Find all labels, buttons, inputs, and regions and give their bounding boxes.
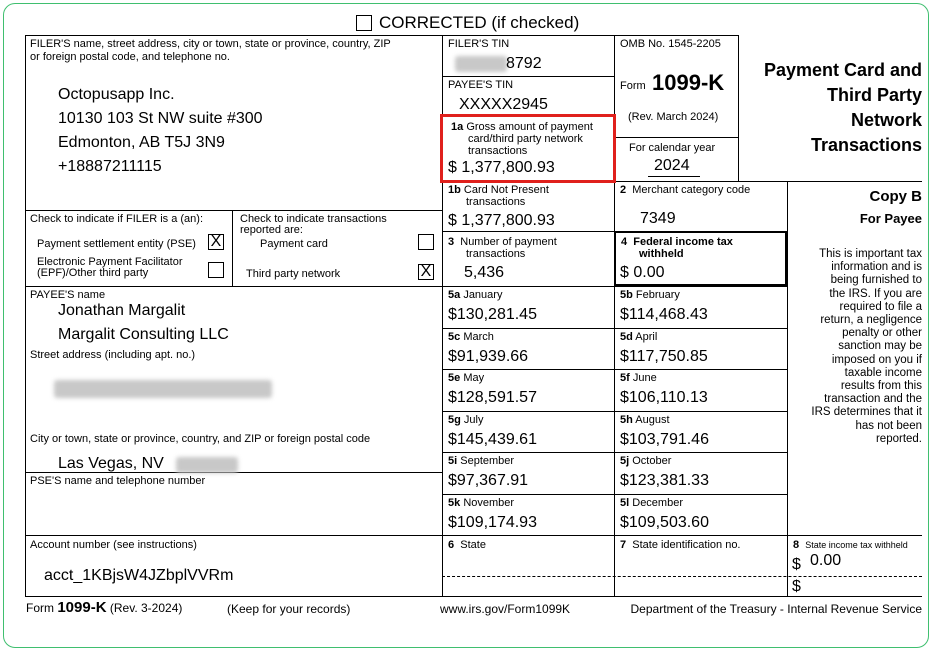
box1a-value: $ 1,377,800.93	[448, 159, 555, 176]
redacted-street	[54, 380, 272, 398]
notice-line: IRS determines that it	[811, 406, 922, 419]
footer-dept: Department of the Treasury - Internal Revenue Service	[630, 602, 922, 616]
filer-street: 10130 103 St NW suite #300	[58, 110, 263, 127]
box2-value: 7349	[640, 210, 676, 227]
account-label: Account number (see instructions)	[30, 539, 197, 551]
month-name: October	[632, 455, 672, 467]
filer-tin-label: FILER'S TIN	[448, 38, 510, 50]
month-name: November	[463, 497, 515, 509]
notice-line: required to file a	[839, 300, 922, 313]
col-divider-4	[787, 181, 788, 596]
box5i-label	[448, 456, 514, 467]
month-num: 5h	[620, 414, 633, 426]
box1a-label-2: card/third party network	[468, 133, 583, 145]
box1b-num: 1b	[448, 184, 461, 196]
calendar-year-value: 2024	[654, 157, 690, 174]
txn-type-label-2: reported are:	[240, 224, 303, 236]
box6-label	[448, 540, 486, 551]
month-num: 5c	[448, 331, 461, 343]
footer-form-name: 1099-K	[57, 599, 107, 616]
col-divider-3	[738, 35, 739, 181]
box5a-label	[448, 290, 502, 301]
box1b-label-1: Card Not Present	[463, 184, 549, 196]
box5b-value: $114,468.43	[620, 306, 708, 323]
third-party-network-checkbox[interactable]: X	[418, 264, 434, 280]
box8-value: 0.00	[810, 552, 842, 569]
box1b-value: $ 1,377,800.93	[448, 212, 555, 229]
month-name: January	[463, 289, 503, 301]
form-left-border	[25, 35, 26, 596]
form-name: 1099-K	[652, 70, 725, 95]
redacted-tin	[455, 56, 507, 72]
box5f-label	[620, 373, 657, 384]
form-revision: (Rev. March 2024)	[628, 111, 719, 123]
copy-notice	[811, 248, 922, 446]
box5j-value: $123,381.33	[620, 472, 709, 489]
box5f-value: $106,110.13	[620, 389, 708, 406]
box5c-label	[448, 332, 494, 343]
row-5k-top	[442, 494, 787, 495]
account-number: acct_1KBjsW4JZbplVVRm	[44, 567, 234, 584]
payee-tin-label: PAYEE'S TIN	[448, 79, 514, 91]
payee-name-label: PAYEE'S name	[30, 289, 106, 301]
notice-line: sanction may be	[838, 340, 922, 353]
row-5i-top	[442, 452, 787, 453]
box3-num: 3	[448, 236, 455, 248]
row-5e-top	[442, 369, 787, 370]
box5d-label	[620, 332, 657, 343]
epf-label-2: (EPF)/Other third party	[37, 267, 149, 279]
box5k-label	[448, 498, 514, 509]
box8-dollar-1: $	[792, 556, 801, 573]
box5e-value: $128,591.57	[448, 389, 537, 406]
box7-num: 7	[620, 539, 627, 551]
box5k-value: $109,174.93	[448, 514, 537, 531]
month-name: July	[463, 414, 484, 426]
payee-city: Las Vegas, NV	[58, 455, 164, 472]
month-num: 5f	[620, 372, 630, 384]
month-num: 5i	[448, 455, 458, 467]
filer-phone: +18887211115	[58, 158, 162, 175]
notice-line: results from this	[840, 380, 922, 393]
month-num: 5a	[448, 289, 461, 301]
box4-label	[621, 237, 733, 248]
box5c-value: $91,939.66	[448, 348, 529, 365]
pse-name-label: PSE'S name and telephone number	[30, 475, 206, 487]
account-divider	[25, 535, 922, 536]
month-num: 5k	[448, 497, 461, 509]
street-address-label: Street address (including apt. no.)	[30, 349, 196, 361]
pse-checkbox[interactable]: X	[208, 234, 224, 250]
notice-line: has not been	[855, 419, 922, 432]
box1a-label	[451, 122, 593, 133]
month-name: February	[635, 289, 680, 301]
omb-divider	[614, 137, 738, 138]
footer-form	[26, 600, 182, 616]
form-title	[764, 58, 922, 158]
box5l-value: $109,503.60	[620, 514, 709, 531]
row-5g-top	[442, 411, 787, 412]
title-line-4: Transactions	[810, 135, 922, 155]
month-num: 5b	[620, 289, 633, 301]
box1b-label-2: transactions	[466, 196, 526, 208]
box6-label-text: State	[460, 539, 486, 551]
corrected-label: CORRECTED (if checked)	[379, 13, 580, 32]
pse-label: Payment settlement entity (PSE)	[37, 238, 196, 250]
box7-label-text: State identification no.	[632, 539, 741, 551]
filer-label-2: or foreign postal code, and telephone no.	[30, 51, 230, 63]
month-num: 5e	[448, 372, 461, 384]
month-name: March	[463, 331, 494, 343]
row-5c-top	[442, 328, 787, 329]
box4-num: 4	[621, 236, 628, 248]
box2-num: 2	[620, 184, 627, 196]
epf-checkbox[interactable]	[208, 262, 224, 278]
box2-label	[620, 185, 750, 196]
month-num: 5d	[620, 331, 633, 343]
redacted-zip	[176, 457, 238, 473]
corrected-checkbox[interactable]	[356, 15, 372, 31]
box4-label-2: withheld	[639, 248, 684, 260]
box1a-label-1: Gross amount of payment	[466, 121, 593, 133]
form-top-border-right	[614, 35, 738, 36]
box3-value: 5,436	[464, 264, 505, 281]
box3-label-2: transactions	[466, 248, 526, 260]
year-underline	[648, 176, 700, 177]
filer-tin-value: 8792	[506, 55, 542, 72]
notice-line: reported.	[875, 432, 922, 445]
box5g-label	[448, 415, 483, 426]
box8-label-text: State income tax withheld	[805, 540, 908, 550]
txn-type-label-1: Check to indicate transactions	[240, 213, 387, 225]
box4-label-1: Federal income tax	[633, 236, 733, 248]
payee-name: Jonathan Margalit	[58, 302, 186, 319]
notice-line: imposed on you if	[831, 353, 922, 366]
payee-company: Margalit Consulting LLC	[58, 326, 229, 343]
box4-value: $ 0.00	[620, 264, 665, 281]
form-top-border	[25, 35, 614, 36]
third-party-network-label: Third party network	[246, 268, 341, 280]
box7-label	[620, 540, 741, 551]
box5j-label	[620, 456, 671, 467]
footer-rev: (Rev. 3-2024)	[109, 601, 183, 615]
month-name: September	[460, 455, 515, 467]
notice-line: information and is	[831, 261, 922, 274]
payee-tin-value: XXXXX2945	[459, 96, 548, 113]
form-prefix: Form	[620, 80, 646, 92]
box5a-value: $130,281.45	[448, 306, 537, 323]
box1a-num: 1a	[451, 121, 464, 133]
notice-line: return, a negligence	[820, 314, 922, 327]
check-divider	[232, 210, 233, 286]
filer-divider	[25, 210, 442, 211]
filer-label: FILER'S name, street address, city or town, state or province, country, ZIP	[30, 38, 391, 50]
box8-dollar-2: $	[792, 578, 801, 595]
month-name: June	[632, 372, 657, 384]
box3-label-1: Number of payment	[460, 236, 557, 248]
box1b-label	[448, 185, 549, 196]
box5e-label	[448, 373, 484, 384]
footer-keep: (Keep for your records)	[227, 602, 351, 616]
payment-card-label: Payment card	[260, 238, 328, 250]
footer-url[interactable]: www.irs.gov/Form1099K	[440, 602, 571, 616]
payee-divider	[25, 286, 787, 287]
title-line-3: Network	[850, 110, 922, 130]
month-num: 5j	[620, 455, 630, 467]
form-bottom-border	[25, 596, 922, 597]
box3-label	[448, 237, 557, 248]
box5d-value: $117,750.85	[620, 348, 708, 365]
box8-label	[793, 540, 908, 551]
copy-title: Copy B	[869, 188, 922, 205]
month-name: April	[635, 331, 658, 343]
footer-form-prefix: Form	[26, 601, 54, 615]
month-name: August	[635, 414, 670, 426]
state-dashed-line	[442, 576, 922, 577]
box5h-label	[620, 415, 670, 426]
box5g-value: $145,439.61	[448, 431, 537, 448]
box5l-label	[620, 498, 683, 509]
calendar-year-label: For calendar year	[629, 142, 716, 154]
notice-line: penalty or other	[842, 327, 922, 340]
copy-subtitle: For Payee	[859, 211, 922, 226]
box6-num: 6	[448, 539, 455, 551]
notice-line: taxable income	[844, 366, 922, 379]
month-num: 5g	[448, 414, 461, 426]
epf-label-1: Electronic Payment Facilitator	[37, 256, 183, 268]
month-num: 5l	[620, 497, 630, 509]
omb-number: OMB No. 1545-2205	[620, 38, 721, 50]
row3-top	[442, 231, 614, 232]
notice-line: This is important tax	[819, 248, 922, 260]
title-line-2: Third Party	[826, 85, 922, 105]
city-label: City or town, state or province, country, and ZIP or foreign postal code	[30, 433, 371, 445]
notice-line: being furnished to	[830, 274, 922, 287]
filer-type-label: Check to indicate if FILER is a (an):	[30, 213, 204, 225]
box5h-value: $103,791.46	[620, 431, 709, 448]
box1a-label-3: transactions	[468, 145, 528, 157]
filer-name: Octopusapp Inc.	[58, 86, 175, 103]
tin-divider	[442, 76, 614, 77]
month-name: December	[632, 497, 683, 509]
box2-label-text: Merchant category code	[632, 184, 751, 196]
title-line-1: Payment Card and	[763, 60, 922, 80]
box5i-value: $97,367.91	[448, 472, 529, 489]
month-name: May	[463, 372, 485, 384]
box5b-label	[620, 290, 680, 301]
notice-line: transaction and the	[824, 393, 922, 406]
payment-card-checkbox[interactable]	[418, 234, 434, 250]
filer-city: Edmonton, AB T5J 3N9	[58, 134, 225, 151]
notice-line: the IRS. If you are	[829, 287, 922, 300]
box8-num: 8	[793, 539, 800, 551]
